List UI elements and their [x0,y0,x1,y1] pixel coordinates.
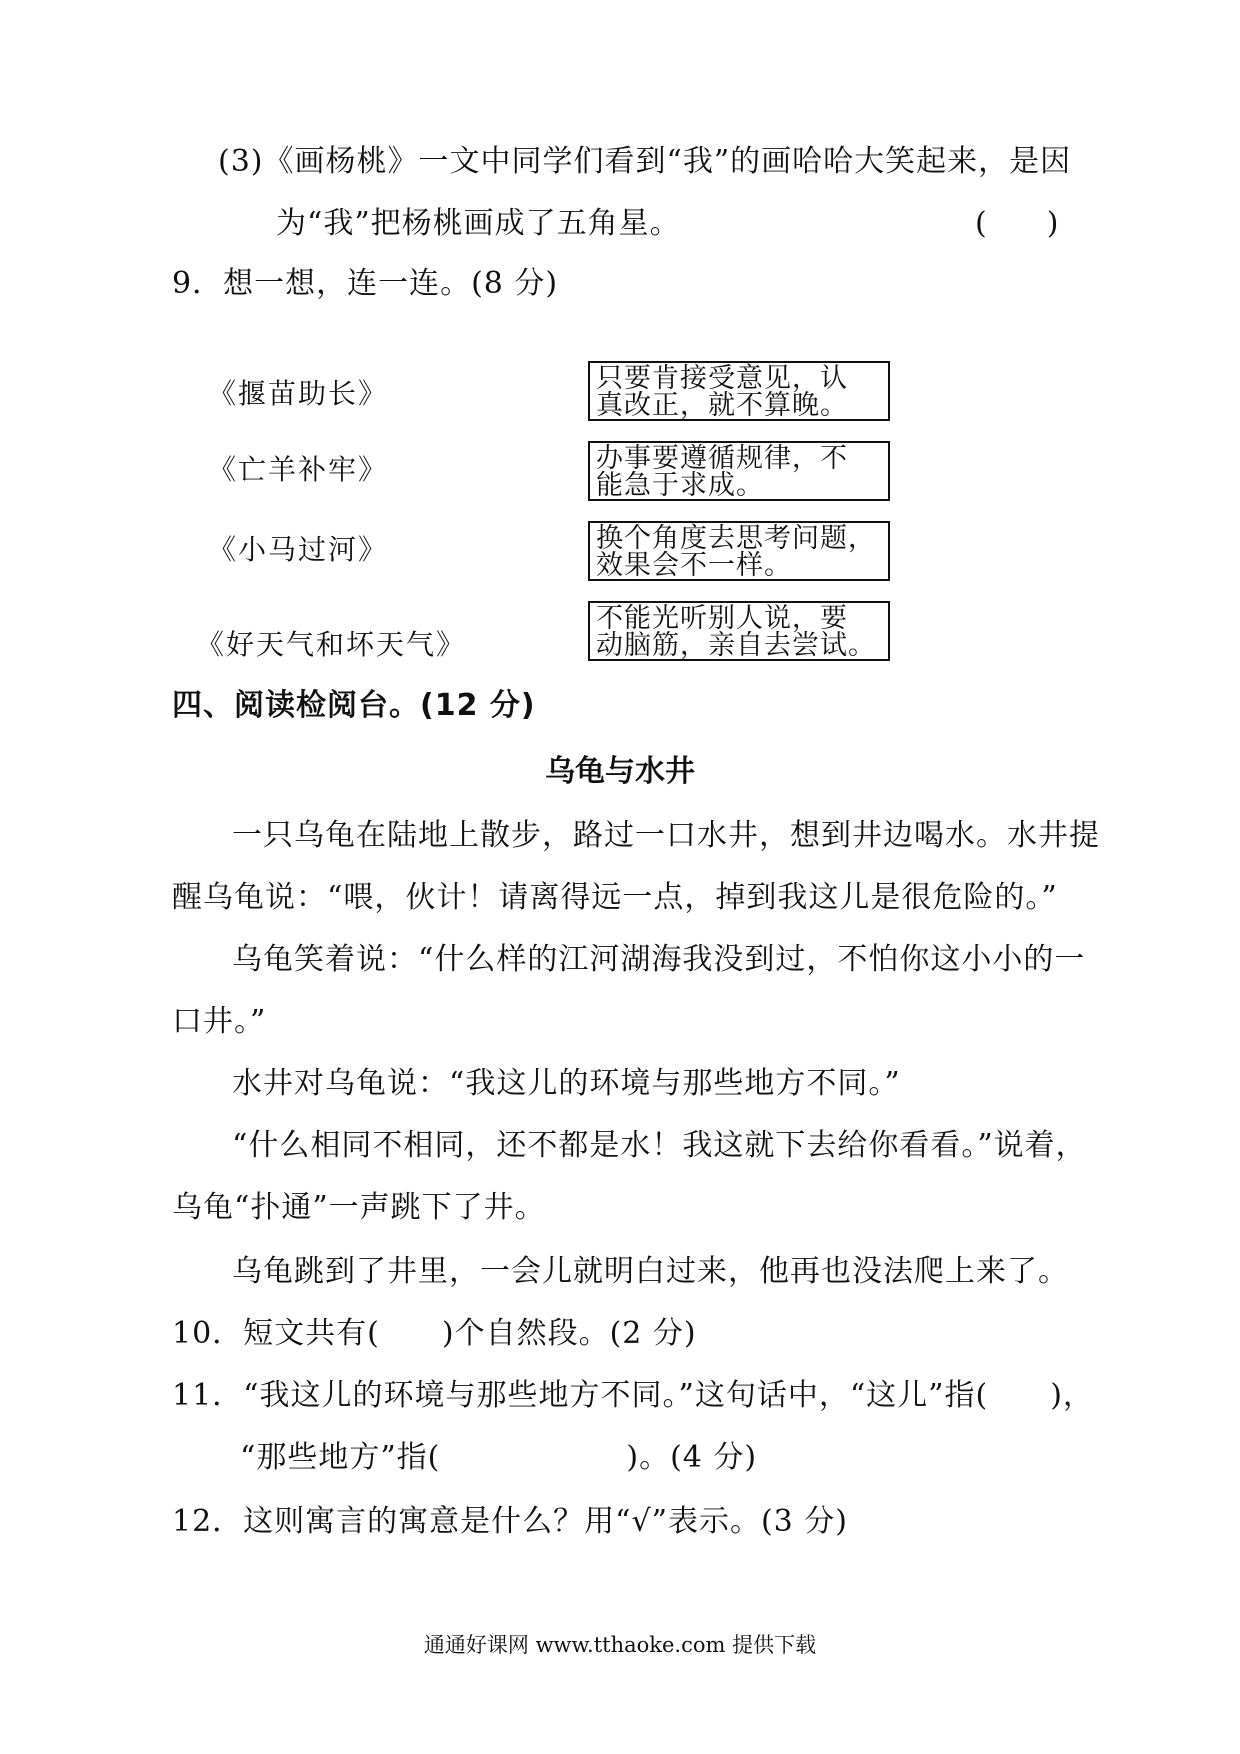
q10: 10．短文共有( )个自然段。(2 分) [172,1316,697,1351]
story-line-8: 乌龟跳到了井里，一会儿就明白过来，他再也没法爬上来了。 [232,1254,1069,1289]
q9-left-item-1[interactable]: 《揠苗助长》 [208,377,389,410]
q8-item3-line1: (3)《画杨桃》一文中同学们看到“我”的画哈哈大笑起来，是因 [218,144,1072,179]
story-line-7: 乌龟“扑通”一声跳下了井。 [172,1190,546,1225]
story-title: 乌龟与水井 [545,754,695,789]
story-line-6: “什么相同不相同，还不都是水！我这就下去给你看看。”说着， [232,1128,1087,1163]
q9-right-box-4[interactable]: 不能光听别人说，要 动脑筋，亲自去尝试。 [588,601,890,661]
q9-left-item-4[interactable]: 《好天气和坏天气》 [196,628,467,661]
q11-line1: 11．“我这儿的环境与那些地方不同。”这句话中，“这儿”指( )， [172,1378,1094,1413]
story-line-3: 乌龟笑着说：“什么样的江河湖海我没到过，不怕你这小小的一 [232,942,1086,977]
footer-download-note: 通通好课网 www.tthaoke.com 提供下载 [423,1633,817,1657]
q9-heading: 9．想一想，连一连。(8 分) [172,266,559,301]
q12: 12．这则寓言的寓意是什么？用“√”表示。(3 分) [172,1504,848,1539]
q8-item3-line2: 为“我”把杨桃画成了五角星。 [276,206,681,241]
q9-right-box-2[interactable]: 办事要遵循规律，不 能急于求成。 [588,441,890,501]
story-line-1: 一只乌龟在陆地上散步，路过一口水井，想到井边喝水。水井提 [232,818,1100,853]
section-4-heading: 四、阅读检阅台。(12 分) [172,688,536,723]
story-line-2: 醒乌龟说：“喂，伙计！请离得远一点，掉到我这儿是很危险的。” [172,880,1058,915]
q11-line2: “那些地方”指( )。(4 分) [240,1440,758,1475]
q9-right-box-1[interactable]: 只要肯接受意见，认 真改正，就不算晚。 [588,361,890,421]
q9-left-item-3[interactable]: 《小马过河》 [208,533,389,566]
q9-right-box-3[interactable]: 换个角度去思考问题， 效果会不一样。 [588,521,890,581]
q9-left-item-2[interactable]: 《亡羊补牢》 [208,453,389,486]
story-line-4: 口井。” [172,1004,267,1039]
q8-item3-answer-blank[interactable]: ( ) [975,206,1059,241]
story-line-5: 水井对乌龟说：“我这儿的环境与那些地方不同。” [232,1066,901,1101]
